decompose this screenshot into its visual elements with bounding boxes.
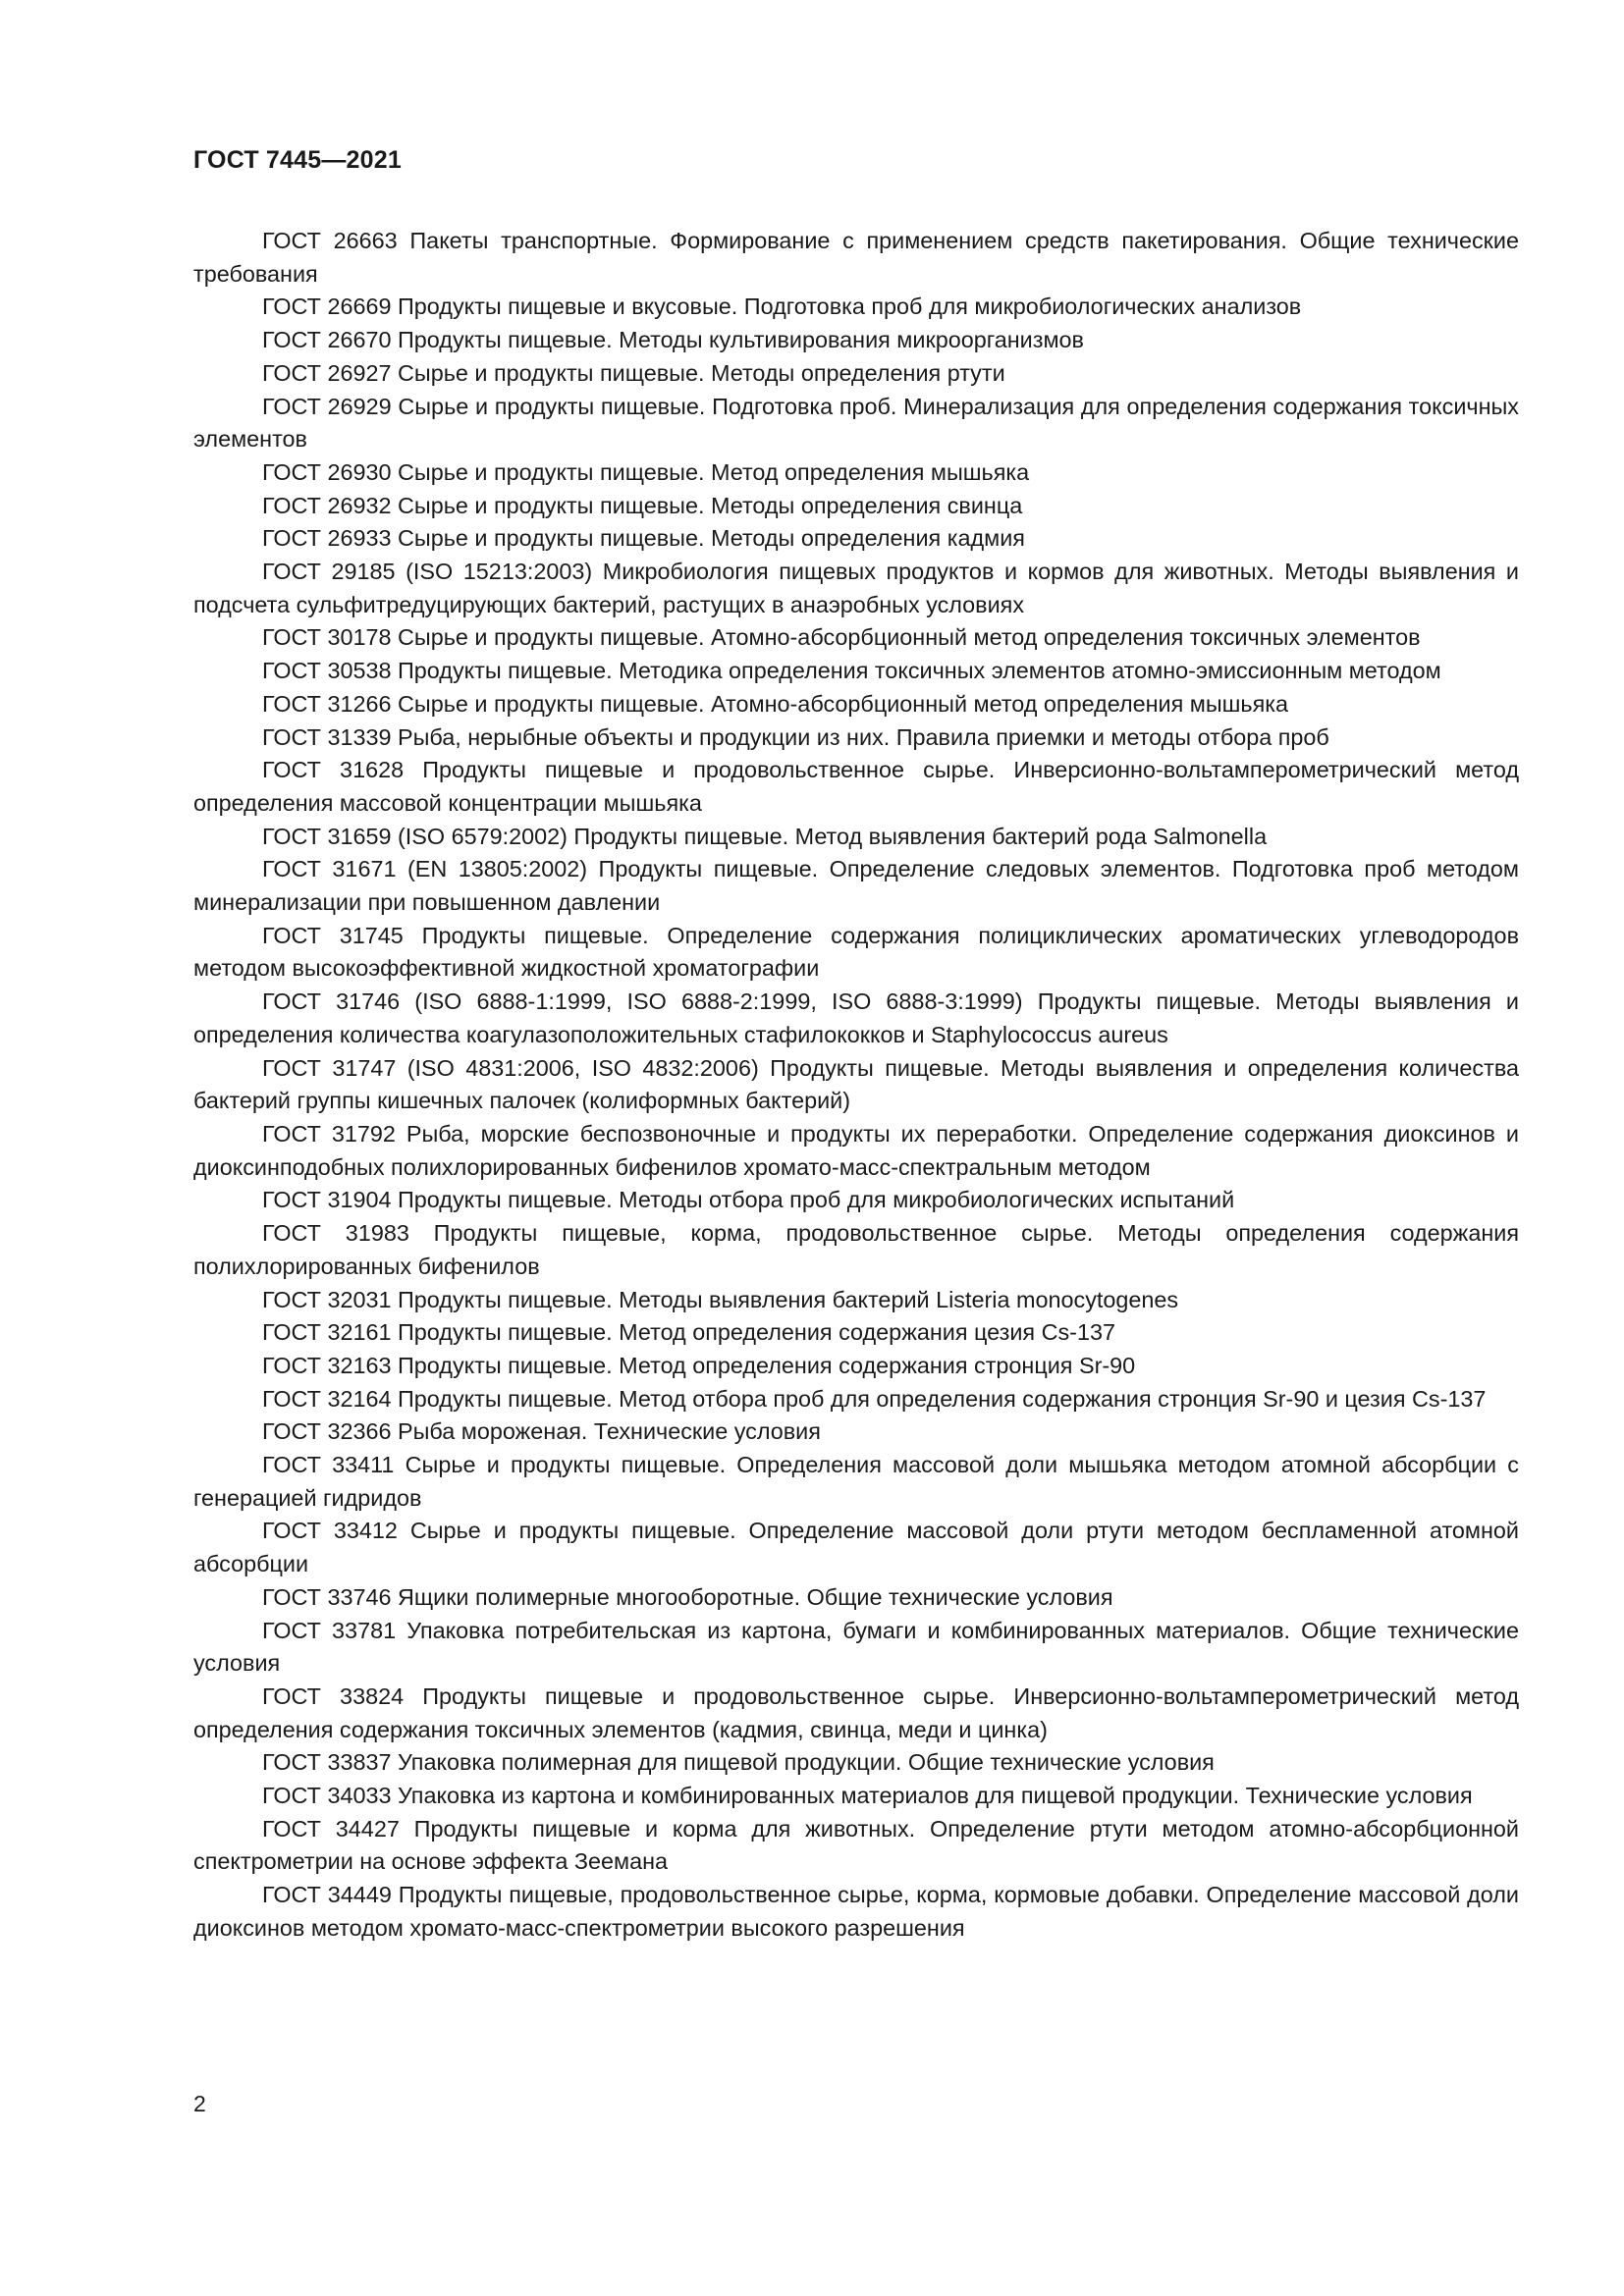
reference-entry: ГОСТ 29185 (ISO 15213:2003) Микробиология пищевых продуктов и кормов для животных. Методы выявления и подсчета сульфитредуцирующих бактерий, растущих в анаэробных условиях	[193, 559, 1519, 617]
reference-entry: ГОСТ 26929 Сырье и продукты пищевые. Подготовка проб. Минерализация для определения содержания токсичных элементов	[193, 393, 1519, 453]
reference-entry: ГОСТ 33781 Упаковка потребительская из картона, бумаги и комбинированных материалов. Общие технические условия	[193, 1617, 1519, 1677]
reference-entry: ГОСТ 26663 Пакеты транспортные. Формирование с применением средств пакетирования. Общие технические требования	[193, 228, 1519, 287]
reference-entry: ГОСТ 33411 Сырье и продукты пищевые. Определения массовой доли мышьяка методом атомной абсорбции с генерацией гидридов	[193, 1452, 1519, 1511]
page-number: 2	[193, 2091, 206, 2116]
reference-entry: ГОСТ 26670 Продукты пищевые. Методы культивирования микроорганизмов	[262, 327, 1084, 353]
reference-entry: ГОСТ 32031 Продукты пищевые. Методы выявления бактерий Listeria monocytogenes	[262, 1286, 1179, 1312]
reference-entry: ГОСТ 32161 Продукты пищевые. Метод определения содержания цезия Cs-137	[262, 1319, 1115, 1346]
reference-entry: ГОСТ 33837 Упаковка полимерная для пищевой продукции. Общие технические условия	[262, 1749, 1215, 1776]
reference-entry: ГОСТ 31266 Сырье и продукты пищевые. Атомно-абсорбционный метод определения мышьяка	[262, 690, 1289, 717]
reference-entry: ГОСТ 30178 Сырье и продукты пищевые. Атомно-абсорбционный метод определения токсичных элементов	[262, 624, 1421, 651]
reference-entry: ГОСТ 34033 Упаковка из картона и комбинированных материалов для пищевой продукции. Технические условия	[262, 1783, 1473, 1809]
document-header: ГОСТ 7445—2021	[193, 146, 402, 174]
reference-entry: ГОСТ 31747 (ISO 4831:2006, ISO 4832:2006) Продукты пищевые. Методы выявления и определения количества бактерий группы кишечных палочек (колиформных бактерий)	[193, 1054, 1519, 1114]
reference-entry: ГОСТ 26930 Сырье и продукты пищевые. Метод определения мышьяка	[262, 458, 1030, 485]
reference-entry: ГОСТ 31792 Рыба, морские беспозвоночные и продукты их переработки. Определение содержания диоксинов и диоксинподобных полихлорированных бифенилов хромато-масс-спектральным методом	[193, 1120, 1519, 1180]
reference-entry: ГОСТ 30538 Продукты пищевые. Методика определения токсичных элементов атомно-эмиссионным методом	[262, 658, 1441, 684]
reference-entry: ГОСТ 26932 Сырье и продукты пищевые. Методы определения свинца	[262, 492, 1023, 518]
reference-entry: ГОСТ 33746 Ящики полимерные многооборотные. Общие технические условия	[262, 1583, 1113, 1610]
reference-entry: ГОСТ 31904 Продукты пищевые. Методы отбора проб для микробиологических испытаний	[262, 1187, 1235, 1213]
reference-entry: ГОСТ 32163 Продукты пищевые. Метод определения содержания стронция Sr-90	[262, 1352, 1136, 1378]
reference-entry: ГОСТ 32164 Продукты пищевые. Метод отбора проб для определения содержания стронция Sr-90 и цезия Cs-137	[262, 1385, 1487, 1412]
reference-entry: ГОСТ 32366 Рыба мороженая. Технические условия	[262, 1418, 821, 1445]
reference-entry: ГОСТ 26933 Сырье и продукты пищевые. Методы определения кадмия	[262, 525, 1025, 552]
reference-entry: ГОСТ 26927 Сырье и продукты пищевые. Методы определения ртути	[262, 359, 1005, 386]
reference-entry: ГОСТ 34427 Продукты пищевые и корма для животных. Определение ртути методом атомно-абсорбционной спектрометрии на основе эффекта Зеемана	[193, 1815, 1519, 1875]
reference-entry: ГОСТ 26669 Продукты пищевые и вкусовые. Подготовка проб для микробиологических анализов	[262, 294, 1302, 320]
reference-entry: ГОСТ 31983 Продукты пищевые, корма, продовольственное сырье. Методы определения содержания полихлорированных бифенилов	[193, 1220, 1519, 1279]
reference-entry: ГОСТ 33824 Продукты пищевые и продовольственное сырье. Инверсионно-вольтамперометрический метод определения содержания токсичных элементов (кадмия, свинца, меди и цинка)	[193, 1682, 1519, 1742]
reference-entry: ГОСТ 33412 Сырье и продукты пищевые. Определение массовой доли ртути методом беспламенной атомной абсорбции	[193, 1518, 1519, 1577]
reference-entry: ГОСТ 31659 (ISO 6579:2002) Продукты пищевые. Метод выявления бактерий рода Salmonella	[262, 823, 1268, 849]
reference-entry: ГОСТ 31671 (EN 13805:2002) Продукты пищевые. Определение следовых элементов. Подготовка проб методом минерализации при повышенном давлении	[193, 856, 1519, 916]
reference-entry: ГОСТ 34449 Продукты пищевые, продовольственное сырье, корма, кормовые добавки. Определение массовой доли диоксинов методом хромато-масс-спектрометрии высокого разрешения	[193, 1882, 1519, 1941]
reference-entry: ГОСТ 31339 Рыба, нерыбные объекты и продукции из них. Правила приемки и методы отбора проб	[262, 723, 1329, 750]
normative-references-list	[193, 225, 1519, 1946]
reference-entry: ГОСТ 31745 Продукты пищевые. Определение содержания полициклических ароматических углеводородов методом высокоэффективной жидкостной хроматографии	[193, 922, 1519, 982]
reference-entry: ГОСТ 31628 Продукты пищевые и продовольственное сырье. Инверсионно-вольтамперометрический метод определения массовой концентрации мышьяка	[193, 757, 1519, 816]
reference-entry: ГОСТ 31746 (ISO 6888-1:1999, ISO 6888-2:1999, ISO 6888-3:1999) Продукты пищевые. Методы выявления и определения количества коагулазоположительных стафилококков и Staphylococcus aureus	[193, 988, 1519, 1047]
